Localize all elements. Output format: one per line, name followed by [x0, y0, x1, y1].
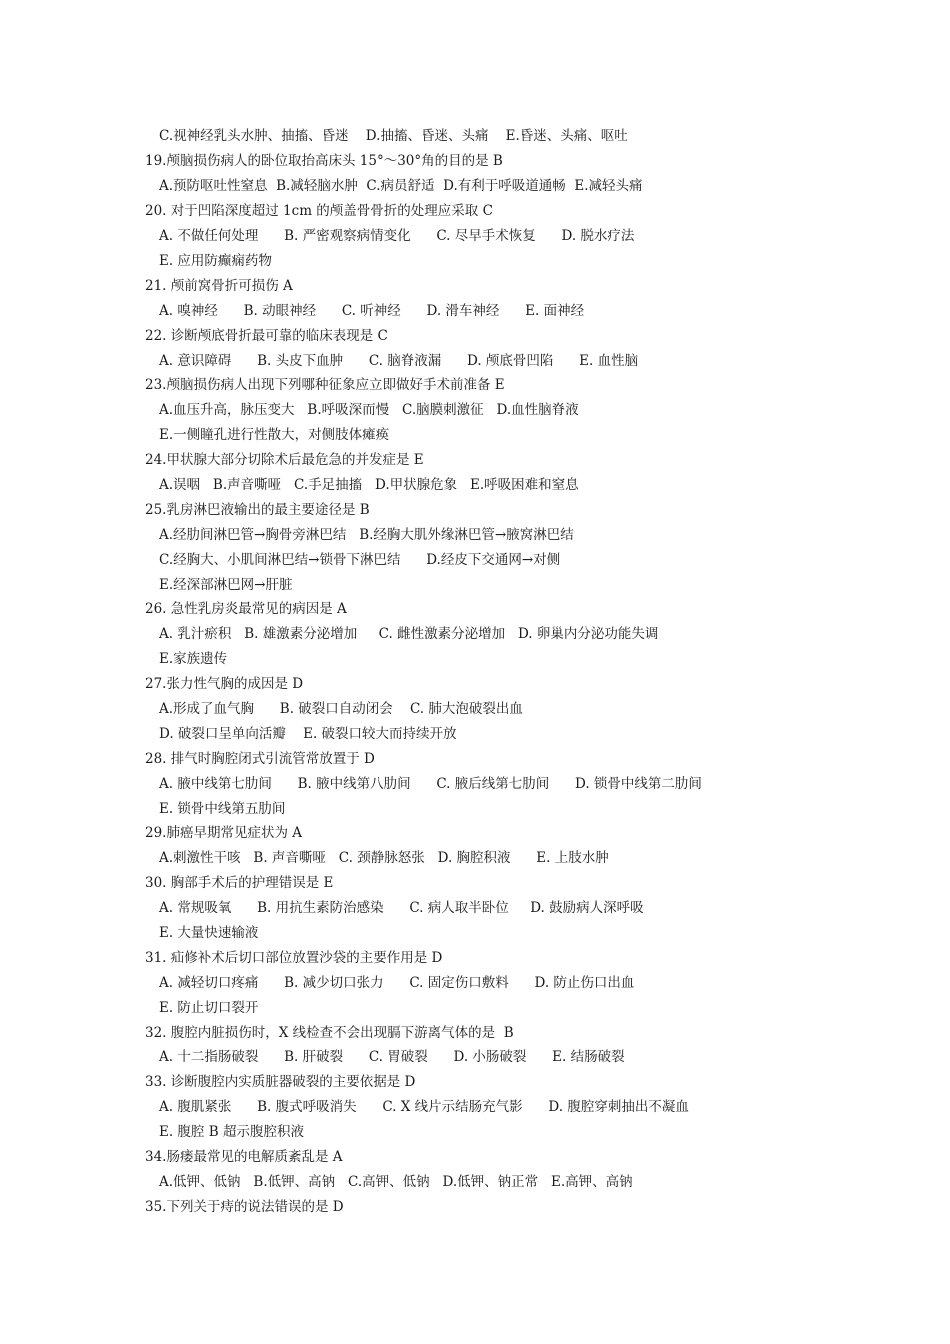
question-line: 22. 诊断颅底骨折最可靠的临床表现是 C	[145, 328, 388, 344]
answer-options: A.预防呕吐性窒息 B.减轻脑水肿 C.病员舒适 D.有利于呼吸道通畅 E.减轻头痛	[159, 178, 643, 194]
answer-options: A. 腋中线第七肋间 B. 腋中线第八肋间 C. 腋后线第七肋间 D. 锁骨中线第二肋间	[159, 776, 702, 792]
answer-options: A.形成了血气胸 B. 破裂口自动闭会 C. 肺大泡破裂出血	[159, 701, 523, 717]
answer-options: A.血压升高，脉压变大 B.呼吸深而慢 C.脑膜刺激征 D.血性脑脊液	[159, 402, 579, 418]
question-line: 32. 腹腔内脏损伤时，X 线检查不会出现膈下游离气体的是 B	[145, 1025, 514, 1041]
answer-options: E. 锁骨中线第五肋间	[159, 801, 286, 817]
question-line: 29.肺癌早期常见症状为 A	[145, 825, 303, 841]
answer-options: A. 减轻切口疼痛 B. 减少切口张力 C. 固定伤口敷料 D. 防止伤口出血	[159, 975, 635, 991]
answer-options: A. 意识障碍 B. 头皮下血肿 C. 脑脊液漏 D. 颅底骨凹陷 E. 血性脑	[159, 353, 639, 369]
answer-options: E. 防止切口裂开	[159, 1000, 259, 1016]
answer-options: A. 常规吸氧 B. 用抗生素防治感染 C. 病人取半卧位 D. 鼓励病人深呼吸	[159, 900, 644, 916]
answer-options: A. 不做任何处理 B. 严密观察病情变化 C. 尽早手术恢复 D. 脱水疗法	[159, 228, 635, 244]
answer-options: A. 腹肌紧张 B. 腹式呼吸消失 C. X 线片示结肠充气影 D. 腹腔穿刺抽出不凝血	[159, 1099, 689, 1115]
answer-options: E.经深部淋巴网→肝脏	[159, 577, 293, 593]
answer-options: D. 破裂口呈单向活瓣 E. 破裂口较大而持续开放	[159, 726, 457, 742]
answer-options: E. 腹腔 B 超示腹腔积液	[159, 1124, 304, 1140]
question-line: 24.甲状腺大部分切除术后最危急的并发症是 E	[145, 452, 424, 468]
answer-options: A.低钾、低钠 B.低钾、高钠 C.高钾、低钠 D.低钾、钠正常 E.高钾、高钠	[159, 1174, 633, 1190]
question-line: 27.张力性气胸的成因是 D	[145, 676, 304, 692]
question-line: 31. 疝修补术后切口部位放置沙袋的主要作用是 D	[145, 950, 443, 966]
question-line: 21. 颅前窝骨折可损伤 A	[145, 278, 293, 294]
question-line: 33. 诊断腹腔内实质脏器破裂的主要依据是 D	[145, 1074, 416, 1090]
question-line: 23.颅脑损伤病人出现下列哪种征象应立即做好手术前准备 E	[145, 377, 505, 393]
answer-options: E.一侧瞳孔进行性散大，对侧肢体瘫痪	[159, 427, 390, 443]
answer-options: A.误咽 B.声音嘶哑 C.手足抽搐 D.甲状腺危象 E.呼吸困难和窒息	[159, 477, 579, 493]
answer-options: A. 嗅神经 B. 动眼神经 C. 听神经 D. 滑车神经 E. 面神经	[159, 303, 585, 319]
question-line: 19.颅脑损伤病人的卧位取抬高床头 15°～30°角的目的是 B	[145, 153, 503, 169]
answer-options: A. 十二指肠破裂 B. 肝破裂 C. 胃破裂 D. 小肠破裂 E. 结肠破裂	[159, 1049, 625, 1065]
answer-options: E. 应用防癫痫药物	[159, 253, 272, 269]
answer-options: C.视神经乳头水肿、抽搐、昏迷 D.抽搐、昏迷、头痛 E.昏迷、头痛、呕吐	[159, 128, 628, 144]
question-line: 25.乳房淋巴液输出的最主要途径是 B	[145, 502, 370, 518]
answer-options: C.经胸大、小肌间淋巴结→锁骨下淋巴结 D.经皮下交通网→对侧	[159, 552, 561, 568]
question-line: 35.下列关于痔的说法错误的是 D	[145, 1199, 344, 1215]
answer-options: A. 乳汁瘀积 B. 雄激素分泌增加 C. 雌性激素分泌增加 D. 卵巢内分泌功能失调	[159, 626, 659, 642]
question-line: 28. 排气时胸腔闭式引流管常放置于 D	[145, 751, 375, 767]
answer-options: E. 大量快速输液	[159, 925, 259, 941]
answer-options: E.家族遗传	[159, 651, 228, 667]
question-line: 26. 急性乳房炎最常见的病因是 A	[145, 601, 347, 617]
answer-options: A.经肋间淋巴管→胸骨旁淋巴结 B.经胸大肌外缘淋巴管→腋窝淋巴结	[159, 527, 574, 543]
answer-options: A.刺激性干咳 B. 声音嘶哑 C. 颈静脉怒张 D. 胸腔积液 E. 上肢水肿	[159, 850, 609, 866]
question-line: 20. 对于凹陷深度超过 1cm 的颅盖骨骨折的处理应采取 C	[145, 203, 493, 219]
question-line: 30. 胸部手术后的护理错误是 E	[145, 875, 334, 891]
question-line: 34.肠瘘最常见的电解质紊乱是 A	[145, 1149, 343, 1165]
